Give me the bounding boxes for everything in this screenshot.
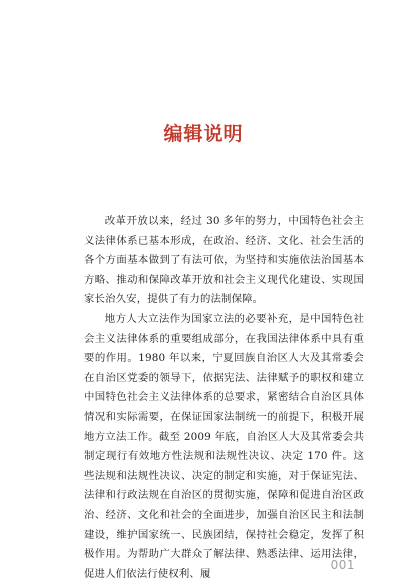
- body-text: [84, 212, 364, 584]
- page-title: 编辑说明: [163, 123, 244, 145]
- paragraph-2: 地方人大立法作为国家立法的必要补充，是中国特色社会主义法律体系的重要组成部分，在我国法律体系中具有重要的作用。1980 年以来，宁夏回族自治区人大及其常委会在自治区党委的领导下，依据宪法、法律赋予的职权和建立中国特色社会主义法律体系的总要求，紧密结合自治区具体情况和实际需要，在保证国家法制统一的前提下，积极开展地方立法工作。截至 2009 年底，自治区人大及其常委会共制定现行有效地方性法规和法规性决议、决定 170 件。这些法规和法规性决议、决定的制定和实施，对于保证宪法、法律和行政法规在自治区的贯彻实施，保障和促进自治区政治、经济、文化和社会的全面进步，加强自治区民主和法制建设，维护国家统一、民族团结，保持社会稳定，发挥了积极作用。为帮助广大群众了解法律、熟悉法律、运用法律，促进人们依法行使权利、履: [84, 312, 364, 580]
- paragraph-1: 改革开放以来，经过 30 多年的努力，中国特色社会主义法律体系已基本形成，在政治、经济、文化、社会生活的各个方面基本做到了有法可依，为坚持和实施依法治国基本方略、推动和保障改革开放和社会主义现代化建设、实现国家长治久安，提供了有力的法制保障。: [84, 215, 364, 306]
- page-number: 001: [330, 558, 355, 572]
